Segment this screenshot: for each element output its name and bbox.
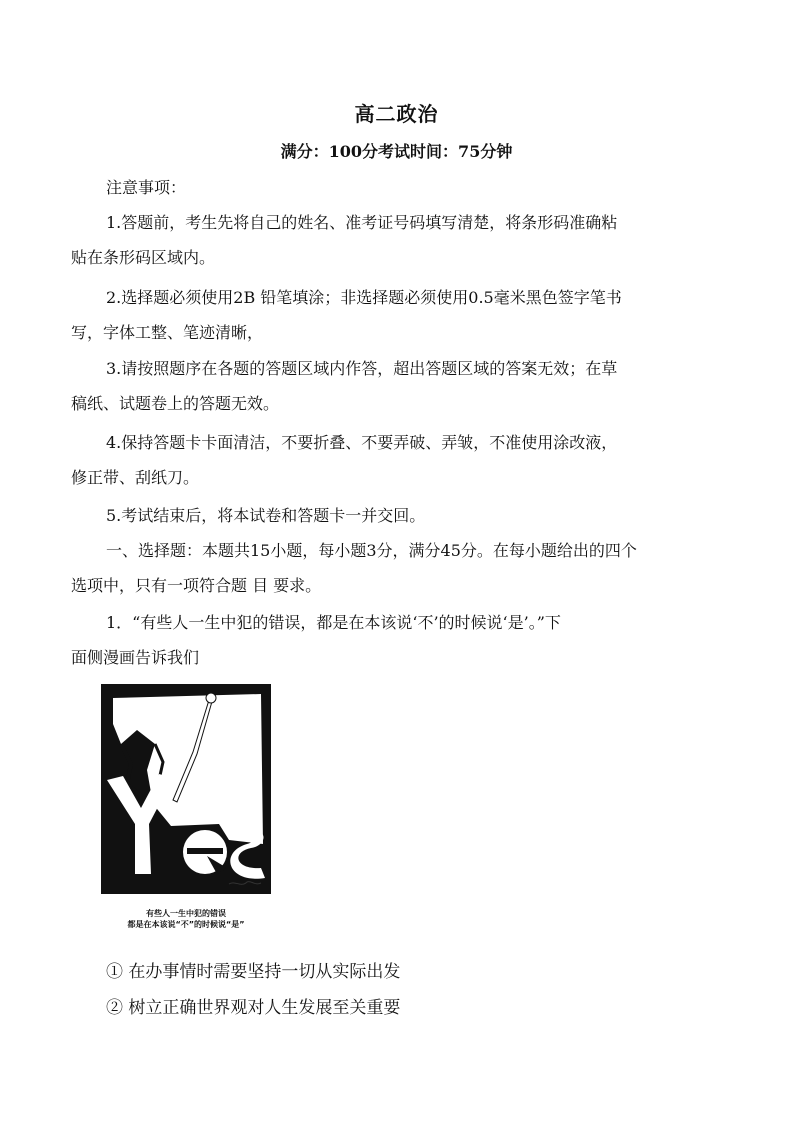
section-line1: 一、选择题：本题共15小题，每小题3分，满分45分。在每小题给出的四个 — [106, 541, 637, 560]
notice-item-3 — [71, 351, 721, 421]
question-1-line1: 1．“有些人一生中犯的错误，都是在本该说‘不’的时候说‘是’。”下 — [106, 613, 561, 632]
notice-item-3-line2: 稿纸、试题卷上的答题无效。 — [71, 394, 280, 413]
option-2: ② 树立正确世界观对人生发展至关重要 — [106, 998, 401, 1018]
question-1-line2: 面侧漫画告诉我们 — [71, 648, 200, 667]
cartoon-caption — [101, 908, 271, 930]
notice-item-4-line2: 修正带、刮纸刀。 — [71, 468, 200, 487]
notice-item-1 — [71, 205, 721, 275]
option-1: ① 在办事情时需要坚持一切从实际出发 — [106, 962, 401, 982]
notice-item-5 — [106, 498, 721, 533]
notice-item-4-line1: 4.保持答题卡卡面清洁，不要折叠、不要弄破、弄皱，不准使用涂改液， — [106, 433, 618, 452]
question-1-stem — [71, 605, 721, 675]
notice-item-5-line1: 5.考试结束后，将本试卷和答题卡一并交回。 — [106, 506, 426, 525]
cartoon-caption-line1: 有些人一生中犯的错误 — [146, 909, 226, 918]
notice-item-1-line2: 贴在条形码区域内。 — [71, 248, 216, 267]
section-line2: 选项中，只有一项符合题 目 要求。 — [71, 576, 322, 595]
notice-heading-text: 注意事项： — [106, 178, 187, 197]
page-title: 高二政治 — [354, 102, 439, 126]
notice-item-3-line1: 3.请按照题序在各题的答题区域内作答，超出答题区域的答案无效；在草 — [106, 359, 618, 378]
notice-item-2 — [71, 280, 721, 350]
notice-item-2-line2: 写，字体工整、笔迹清晰， — [71, 323, 264, 342]
notice-item-2-line1: 2.选择题必须使用2B 铅笔填涂；非选择题必须使用0.5毫米黑色签字笔书 — [106, 288, 622, 307]
notice-item-1-line1: 1.答题前，考生先将自己的姓名、准考证号码填写清楚，将条形码准确粘 — [106, 213, 618, 232]
cartoon-caption-line2: 都是在本该说“不”的时候说“是” — [127, 920, 245, 929]
section-instructions — [71, 533, 721, 603]
yes-cartoon-illustration — [101, 684, 271, 939]
exam-info: 满分：100分考试时间：75分钟 — [280, 142, 513, 161]
notice-heading — [106, 170, 721, 205]
notice-item-4 — [71, 425, 721, 495]
